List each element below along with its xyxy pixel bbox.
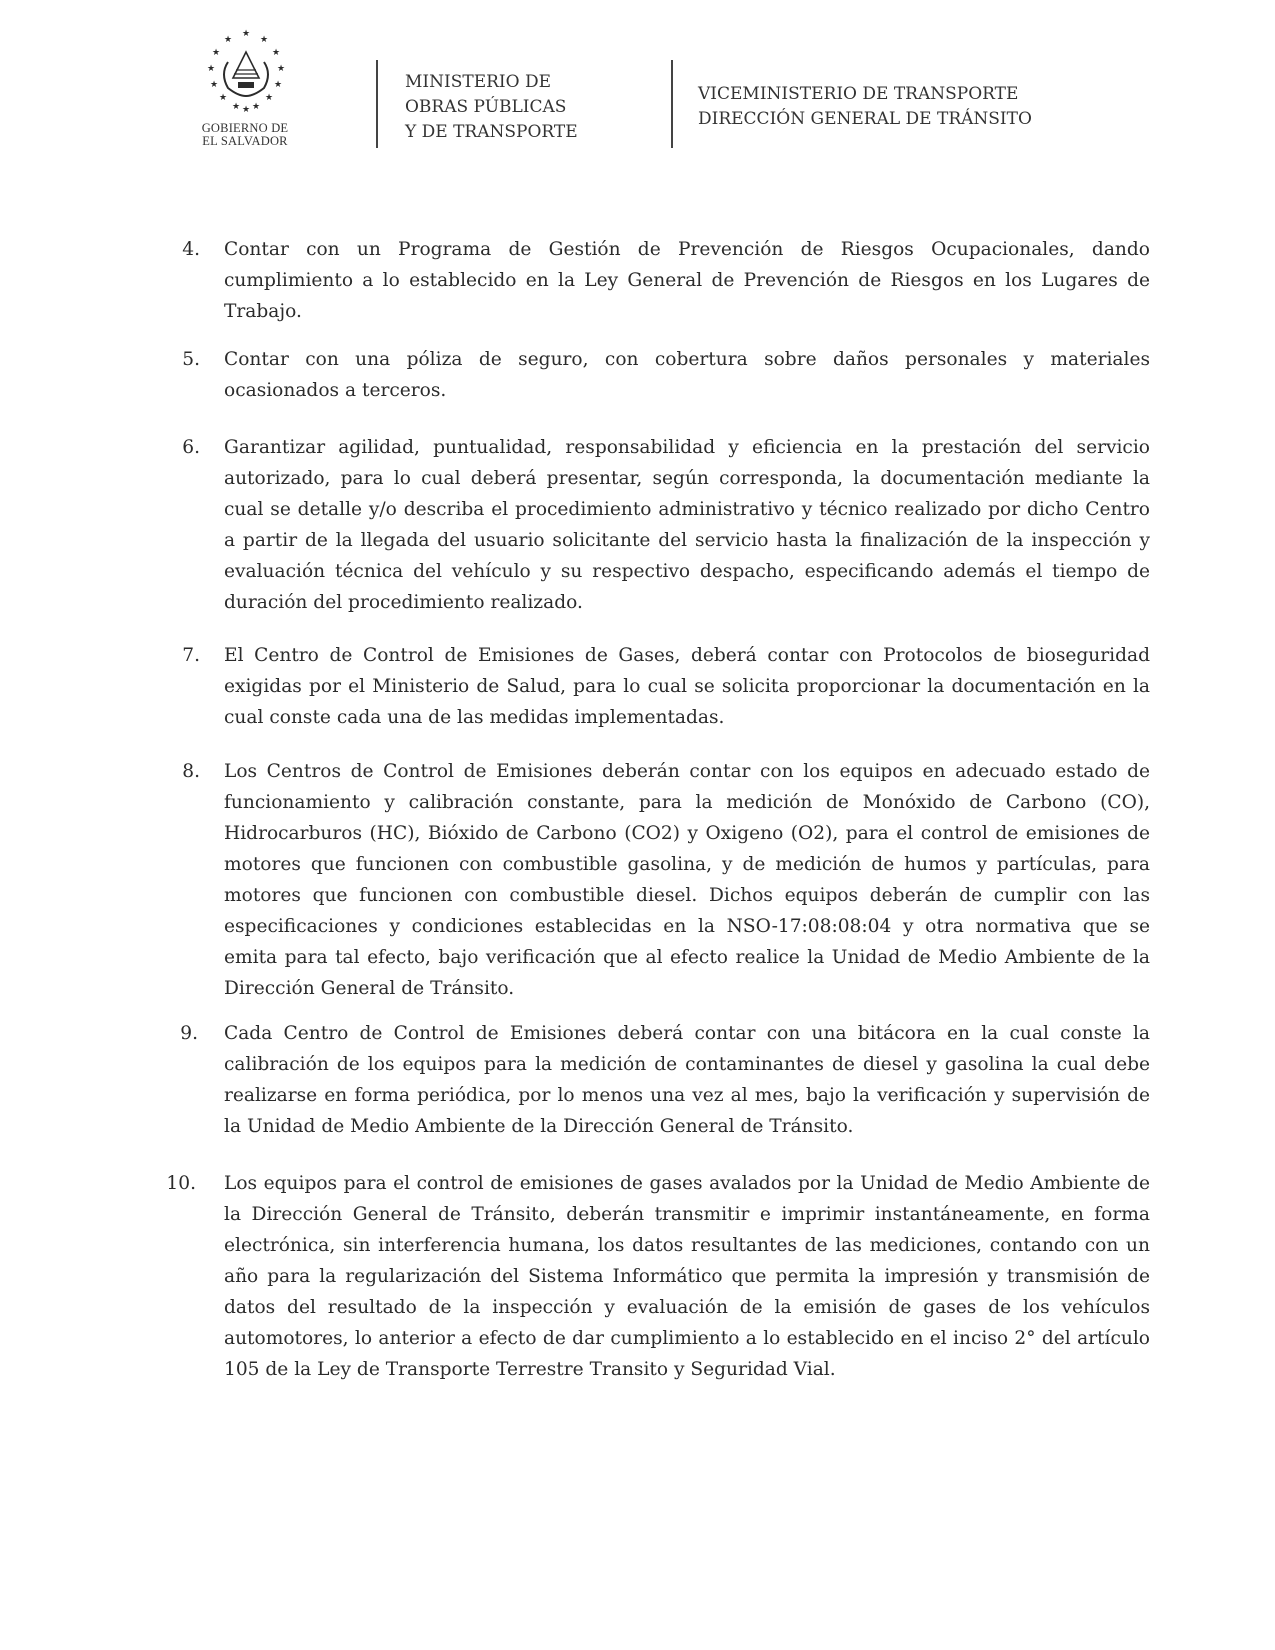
item-number: 8.: [182, 761, 200, 782]
item-text-line: automotores, lo anterior a efecto de dar cumplimiento a lo establecido en el inciso 2° del artículo: [224, 1328, 1150, 1349]
item-text-line: realizarse en forma periódica, por lo menos una vez al mes, bajo la verificación y supervisión de: [224, 1085, 1150, 1106]
item-text-line: la Unidad de Medio Ambiente de la Dirección General de Tránsito.: [224, 1116, 854, 1137]
item-text-line: duración del procedimiento realizado.: [224, 592, 583, 613]
item-text: [224, 756, 1150, 1004]
item-text-line: autorizado, para lo cual deberá presentar, según corresponda, la documentación mediante la: [224, 468, 1150, 489]
item-text-line: la Dirección General de Tránsito, deberán transmitir e imprimir instantáneamente, en forma: [224, 1204, 1150, 1225]
item-text-line: Cada Centro de Control de Emisiones deberá contar con una bitácora en la cual conste la: [224, 1023, 1150, 1044]
svg-text:★: ★: [206, 64, 216, 74]
svg-text:★: ★: [231, 102, 241, 112]
item-text-line: electrónica, sin interferencia humana, los datos resultantes de las mediciones, contando con un: [224, 1235, 1150, 1256]
el-salvador-coat-of-arms-icon: [198, 26, 294, 122]
item-text-line: datos del resultado de la inspección y evaluación de la emisión de gases de los vehículos: [224, 1297, 1150, 1318]
page-header: [0, 0, 1275, 170]
svg-text:★: ★: [209, 80, 219, 90]
item-text-line: Contar con una póliza de seguro, con cobertura sobre daños personales y materiales: [224, 349, 1150, 370]
item-text-line: motores que funcionen con combustible gasolina, y de medición de humos y partículas, para: [224, 854, 1150, 875]
item-text-line: Garantizar agilidad, puntualidad, responsabilidad y eficiencia en la prestación del servicio: [224, 437, 1150, 458]
ministry-line: MINISTERIO DE: [405, 72, 552, 92]
item-number: 7.: [182, 645, 200, 666]
ministry-name: [405, 70, 578, 145]
item-text-line: Los Centros de Control de Emisiones deberán contar con los equipos en adecuado estado de: [224, 761, 1150, 782]
item-text-line: a partir de la llegada del usuario solicitante del servicio hasta la finalización de la inspección y: [224, 530, 1150, 551]
item-text-line: evaluación técnica del vehículo y su respectivo despacho, especificando además el tiempo de: [224, 561, 1150, 582]
item-text-line: Trabajo.: [224, 301, 302, 322]
svg-text:★: ★: [271, 48, 281, 58]
item-text-line: calibración de los equipos para la medición de contaminantes de diesel y gasolina la cual debe: [224, 1054, 1150, 1075]
item-number: 4.: [182, 239, 200, 260]
item-text-line: año para la regularización del Sistema Informático que permita la impresión y transmisión de: [224, 1266, 1150, 1287]
item-text-line: cumplimiento a lo establecido en la Ley General de Prevención de Riesgos en los Lugares de: [224, 270, 1150, 291]
item-text-line: Los equipos para el control de emisiones de gases avalados por la Unidad de Medio Ambiente de: [224, 1173, 1150, 1194]
item-text: [224, 344, 1150, 406]
item-text-line: Dirección General de Tránsito.: [224, 978, 515, 999]
item-text-line: ocasionados a terceros.: [224, 380, 447, 401]
vice-line: DIRECCIÓN GENERAL DE TRÁNSITO: [698, 109, 1032, 129]
item-text-line: El Centro de Control de Emisiones de Gases, deberá contar con Protocolos de bioseguridad: [224, 645, 1150, 666]
item-text-line: emita para tal efecto, bajo verificación que al efecto realice la Unidad de Medio Ambiente de la: [224, 947, 1150, 968]
item-text: [224, 640, 1150, 733]
item-text-line: funcionamiento y calibración constante, para la medición de Monóxido de Carbono (CO),: [224, 792, 1150, 813]
item-text: [224, 432, 1150, 618]
svg-text:★: ★: [273, 80, 283, 90]
ministry-line: Y DE TRANSPORTE: [405, 122, 578, 142]
item-text: [224, 1168, 1150, 1385]
item-text-line: cual se detalle y/o describa el procedimiento administrativo y técnico realizado por dicho Centro: [224, 499, 1150, 520]
item-text-line: Hidrocarburos (HC), Bióxido de Carbono (CO2) y Oxigeno (O2), para el control de emisiones de: [224, 823, 1150, 844]
svg-text:★: ★: [276, 64, 286, 74]
svg-text:★: ★: [241, 29, 251, 39]
item-text-line: motores que funcionen con combustible diesel. Dichos equipos deberán de cumplir con las: [224, 885, 1150, 906]
item-text-line: 105 de la Ley de Transporte Terrestre Transito y Seguridad Vial.: [224, 1359, 836, 1380]
vice-line: VICEMINISTERIO DE TRANSPORTE: [698, 84, 1019, 104]
svg-text:★: ★: [259, 35, 269, 45]
government-label: [170, 122, 320, 148]
header-divider: [671, 60, 673, 148]
item-text: [224, 1018, 1150, 1142]
item-number: 9.: [180, 1023, 198, 1044]
item-text-line: especificaciones y condiciones establecidas en la NSO-17:08:08:04 y otra normativa que se: [224, 916, 1150, 937]
svg-text:★: ★: [223, 35, 233, 45]
item-number: 5.: [182, 349, 200, 370]
item-text-line: exigidas por el Ministerio de Salud, para lo cual se solicita proporcionar la documentación en la: [224, 676, 1150, 697]
item-text-line: Contar con un Programa de Gestión de Prevención de Riesgos Ocupacionales, dando: [224, 239, 1150, 260]
svg-text:★: ★: [241, 105, 251, 115]
svg-text:★: ★: [218, 93, 228, 103]
item-number: 10.: [166, 1173, 196, 1194]
item-number: 6.: [182, 437, 200, 458]
vice-ministry-name: [698, 82, 1032, 132]
header-divider: [376, 60, 378, 148]
svg-text:★: ★: [211, 48, 221, 58]
gov-line: GOBIERNO DE: [201, 121, 289, 135]
gov-line: EL SALVADOR: [202, 134, 288, 148]
svg-text:★: ★: [251, 102, 261, 112]
svg-text:★: ★: [264, 93, 274, 103]
item-text: [224, 234, 1150, 327]
ministry-line: OBRAS PÚBLICAS: [405, 97, 567, 117]
item-text-line: cual conste cada una de las medidas implementadas.: [224, 707, 725, 728]
